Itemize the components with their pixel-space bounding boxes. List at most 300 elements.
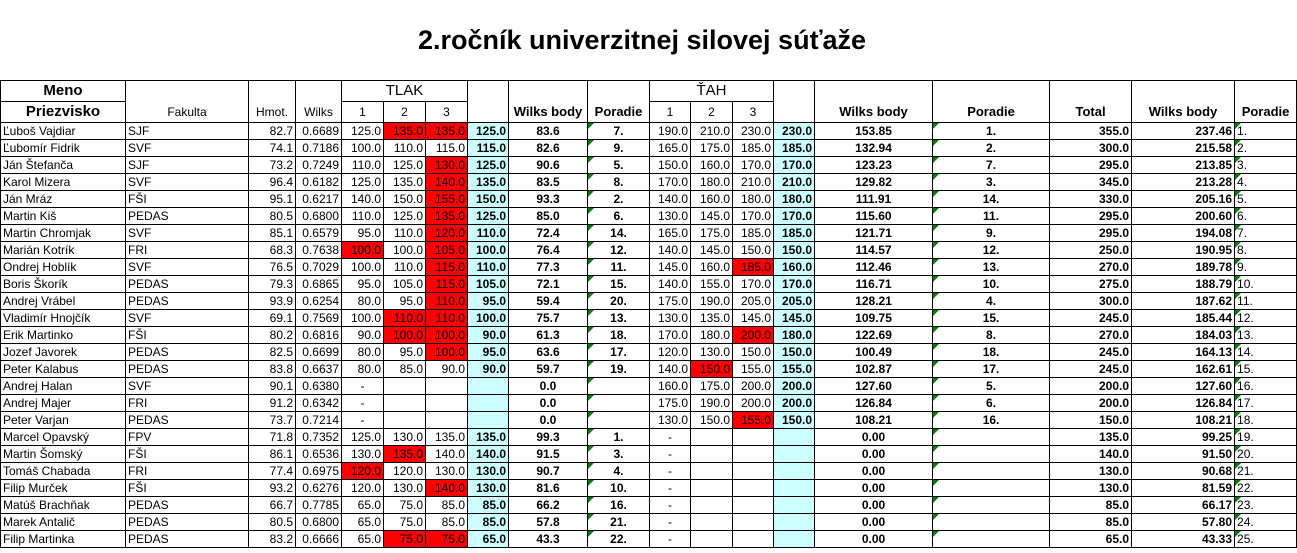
cell-tlak-attempt-1: 80.0 [342,344,384,361]
cell-tlak-attempt-2: 95.0 [384,344,426,361]
cell-tlak-poradie: 5. [588,157,650,174]
header-tah-wilks-body: Wilks body [815,102,933,123]
header-tlak: TLAK [342,81,468,102]
table-row [1,446,1297,463]
cell-tlak-attempt-1: 65.0 [342,531,384,548]
cell-tlak-attempt-2: 75.0 [384,514,426,531]
cell-total: 270.0 [1050,259,1132,276]
cell-faculty: PEDAS [126,293,249,310]
cell-tlak-poradie: 8. [588,174,650,191]
cell-tlak-attempt-1: 125.0 [342,174,384,191]
cell-wilks-coef: 0.6536 [296,446,342,463]
cell-body-weight: 77.4 [249,463,296,480]
cell-faculty: FPV [126,429,249,446]
cell-tah-poradie: 10. [933,276,1050,293]
cell-tlak-poradie [588,378,650,395]
cell-total-poradie: 15. [1235,361,1297,378]
cell-total-wilks-body: 127.60 [1132,378,1235,395]
cell-tah-attempt-3: 185.0 [733,259,774,276]
cell-tah-attempt-3: 230.0 [733,123,774,140]
cell-total: 130.0 [1050,480,1132,497]
cell-total-wilks-body: 184.03 [1132,327,1235,344]
cell-tlak-attempt-1: 120.0 [342,480,384,497]
cell-tlak-attempt-3: 130.0 [426,157,468,174]
cell-tah-attempt-2: 160.0 [691,157,733,174]
cell-tlak-best: 100.0 [468,242,509,259]
cell-body-weight: 95.1 [249,191,296,208]
cell-tah-attempt-1: - [650,531,691,548]
cell-tlak-poradie: 12. [588,242,650,259]
cell-total: 295.0 [1050,157,1132,174]
cell-tlak-attempt-2: 95.0 [384,293,426,310]
cell-tlak-poradie: 2. [588,191,650,208]
cell-tlak-attempt-3: 110.0 [426,293,468,310]
cell-tlak-wilks-body: 59.4 [509,293,588,310]
cell-name: Martin Chromjak [1,225,126,242]
cell-tah-best [774,531,815,548]
header-tlak-3: 3 [426,102,468,123]
cell-total-poradie: 14. [1235,344,1297,361]
cell-tah-best: 230.0 [774,123,815,140]
cell-tah-best [774,497,815,514]
cell-tlak-attempt-2: 110.0 [384,259,426,276]
cell-name: Ľuboš Vajdiar [1,123,126,140]
cell-tah-wilks-body: 100.49 [815,344,933,361]
cell-total-wilks-body: 190.95 [1132,242,1235,259]
cell-body-weight: 79.3 [249,276,296,293]
cell-tlak-poradie: 3. [588,446,650,463]
cell-tlak-attempt-3: 135.0 [426,208,468,225]
table-row [1,242,1297,259]
cell-total: 130.0 [1050,463,1132,480]
cell-faculty: SJF [126,123,249,140]
cell-total-poradie: 23. [1235,497,1297,514]
header-tah-3: 3 [733,102,774,123]
cell-tah-attempt-2: 155.0 [691,276,733,293]
cell-total-wilks-body: 57.80 [1132,514,1235,531]
cell-tah-attempt-3 [733,514,774,531]
cell-tlak-poradie: 13. [588,310,650,327]
cell-tlak-attempt-1: 100.0 [342,310,384,327]
table-row [1,361,1297,378]
header-total: Total [1050,102,1132,123]
cell-tah-poradie [933,514,1050,531]
cell-tlak-poradie: 9. [588,140,650,157]
cell-body-weight: 76.5 [249,259,296,276]
cell-tah-poradie: 14. [933,191,1050,208]
header-tlak-wilks-body: Wilks body [509,102,588,123]
cell-tah-attempt-3: 200.0 [733,395,774,412]
cell-name: Peter Kalabus [1,361,126,378]
cell-tlak-attempt-3: 100.0 [426,344,468,361]
cell-tah-attempt-2: 150.0 [691,412,733,429]
cell-tlak-poradie: 1. [588,429,650,446]
cell-tah-wilks-body: 0.00 [815,480,933,497]
cell-name: Filip Martinka [1,531,126,548]
cell-tlak-poradie: 10. [588,480,650,497]
cell-total-poradie: 8. [1235,242,1297,259]
cell-tlak-attempt-2: 100.0 [384,242,426,259]
cell-total-wilks-body: 162.61 [1132,361,1235,378]
cell-tlak-attempt-2: 75.0 [384,497,426,514]
cell-tlak-attempt-1: - [342,378,384,395]
cell-tah-attempt-2: 130.0 [691,344,733,361]
cell-tah-attempt-1: 160.0 [650,378,691,395]
cell-name: Vladimír Hnojčík [1,310,126,327]
cell-tah-attempt-3: 155.0 [733,412,774,429]
header-meno: Meno [1,81,126,102]
cell-wilks-coef: 0.6816 [296,327,342,344]
cell-body-weight: 73.7 [249,412,296,429]
cell-tah-wilks-body: 128.21 [815,293,933,310]
table-row [1,310,1297,327]
cell-tlak-wilks-body: 91.5 [509,446,588,463]
cell-wilks-coef: 0.7186 [296,140,342,157]
cell-tlak-best: 110.0 [468,259,509,276]
cell-faculty: SVF [126,259,249,276]
header-tah-1: 1 [650,102,691,123]
cell-total: 345.0 [1050,174,1132,191]
cell-tah-attempt-2: 175.0 [691,378,733,395]
cell-total: 140.0 [1050,446,1132,463]
cell-tah-attempt-1: - [650,480,691,497]
cell-tlak-best: 150.0 [468,191,509,208]
header-wilks: Wilks [296,102,342,123]
cell-tah-attempt-1: 170.0 [650,174,691,191]
cell-tah-attempt-1: 165.0 [650,140,691,157]
cell-total-wilks-body: 66.17 [1132,497,1235,514]
cell-total-poradie: 9. [1235,259,1297,276]
cell-total: 295.0 [1050,225,1132,242]
cell-tlak-wilks-body: 61.3 [509,327,588,344]
cell-tah-attempt-2: 160.0 [691,259,733,276]
cell-body-weight: 82.5 [249,344,296,361]
table-row [1,123,1297,140]
cell-total-poradie: 24. [1235,514,1297,531]
cell-faculty: SVF [126,225,249,242]
cell-tlak-attempt-2: 105.0 [384,276,426,293]
cell-tah-attempt-2: 160.0 [691,191,733,208]
cell-faculty: PEDAS [126,497,249,514]
cell-total-poradie: 3. [1235,157,1297,174]
cell-total: 85.0 [1050,497,1132,514]
cell-faculty: SVF [126,174,249,191]
cell-wilks-coef: 0.6800 [296,514,342,531]
cell-total: 270.0 [1050,327,1132,344]
cell-name: Martin Šomský [1,446,126,463]
cell-tah-attempt-2 [691,429,733,446]
cell-tah-attempt-2: 180.0 [691,174,733,191]
cell-tlak-attempt-3: 155.0 [426,191,468,208]
cell-total-poradie: 22. [1235,480,1297,497]
cell-tah-attempt-2: 180.0 [691,327,733,344]
cell-faculty: SVF [126,378,249,395]
header-row-2 [1,102,1297,123]
cell-tah-best: 150.0 [774,344,815,361]
cell-name: Matúš Brachňak [1,497,126,514]
cell-body-weight: 83.2 [249,531,296,548]
cell-tah-attempt-3: 180.0 [733,191,774,208]
cell-tlak-attempt-2: 150.0 [384,191,426,208]
cell-total: 150.0 [1050,412,1132,429]
cell-wilks-coef: 0.7249 [296,157,342,174]
cell-tah-attempt-1: - [650,429,691,446]
cell-tlak-attempt-3: 140.0 [426,174,468,191]
cell-tlak-wilks-body: 76.4 [509,242,588,259]
cell-tah-poradie: 16. [933,412,1050,429]
cell-total-poradie: 10. [1235,276,1297,293]
cell-tlak-best: 140.0 [468,446,509,463]
cell-faculty: PEDAS [126,344,249,361]
cell-tlak-attempt-1: 100.0 [342,140,384,157]
cell-total-wilks-body: 189.78 [1132,259,1235,276]
cell-faculty: FRI [126,242,249,259]
cell-total: 200.0 [1050,395,1132,412]
cell-name: Ondrej Hoblík [1,259,126,276]
cell-faculty: PEDAS [126,531,249,548]
cell-tlak-attempt-2 [384,378,426,395]
cell-tlak-poradie: 6. [588,208,650,225]
cell-total-wilks-body: 188.79 [1132,276,1235,293]
cell-tlak-attempt-3: 85.0 [426,514,468,531]
table-row [1,191,1297,208]
cell-tlak-wilks-body: 72.4 [509,225,588,242]
cell-tlak-attempt-3: 100.0 [426,327,468,344]
cell-faculty: SJF [126,157,249,174]
cell-name: Ján Štefanča [1,157,126,174]
cell-tah-attempt-1: 140.0 [650,242,691,259]
cell-body-weight: 82.7 [249,123,296,140]
cell-tah-attempt-1: - [650,514,691,531]
cell-body-weight: 71.8 [249,429,296,446]
cell-total-poradie: 18. [1235,412,1297,429]
table-row [1,293,1297,310]
cell-tah-attempt-3: 170.0 [733,276,774,293]
cell-name: Ľubomír Fidrik [1,140,126,157]
cell-wilks-coef: 0.6975 [296,463,342,480]
cell-body-weight: 93.2 [249,480,296,497]
cell-tlak-attempt-1: 125.0 [342,123,384,140]
cell-tah-wilks-body: 109.75 [815,310,933,327]
cell-wilks-coef: 0.6800 [296,208,342,225]
cell-tlak-wilks-body: 66.2 [509,497,588,514]
cell-tlak-wilks-body: 93.3 [509,191,588,208]
cell-tlak-attempt-1: 80.0 [342,293,384,310]
cell-tah-attempt-1: 130.0 [650,208,691,225]
cell-tlak-attempt-3: 85.0 [426,497,468,514]
cell-wilks-coef: 0.6699 [296,344,342,361]
cell-tlak-attempt-1: 120.0 [342,463,384,480]
cell-tah-best [774,429,815,446]
cell-total: 295.0 [1050,208,1132,225]
cell-tah-attempt-3: 150.0 [733,344,774,361]
cell-tah-best: 180.0 [774,191,815,208]
cell-total-wilks-body: 164.13 [1132,344,1235,361]
header-tah-2: 2 [691,102,733,123]
cell-tlak-attempt-1: 100.0 [342,242,384,259]
cell-body-weight: 93.9 [249,293,296,310]
cell-tah-attempt-2 [691,480,733,497]
cell-tlak-best: 95.0 [468,344,509,361]
cell-tah-wilks-body: 126.84 [815,395,933,412]
cell-tlak-attempt-3 [426,378,468,395]
cell-tlak-wilks-body: 83.5 [509,174,588,191]
cell-tlak-wilks-body: 90.6 [509,157,588,174]
cell-tah-best [774,514,815,531]
cell-body-weight: 85.1 [249,225,296,242]
cell-tah-wilks-body: 115.60 [815,208,933,225]
cell-tlak-attempt-1: 110.0 [342,208,384,225]
table-row [1,429,1297,446]
cell-name: Marián Kotrík [1,242,126,259]
cell-tah-wilks-body: 0.00 [815,429,933,446]
cell-tlak-attempt-2: 110.0 [384,310,426,327]
cell-tlak-poradie: 21. [588,514,650,531]
cell-name: Erik Martinko [1,327,126,344]
cell-tlak-attempt-3: 140.0 [426,480,468,497]
cell-tah-poradie: 9. [933,225,1050,242]
cell-tlak-attempt-3: 75.0 [426,531,468,548]
cell-tlak-best: 130.0 [468,463,509,480]
cell-tah-poradie [933,463,1050,480]
cell-tah-poradie [933,480,1050,497]
cell-total-poradie: 12. [1235,310,1297,327]
cell-wilks-coef: 0.6342 [296,395,342,412]
cell-wilks-coef: 0.7214 [296,412,342,429]
cell-wilks-coef: 0.7785 [296,497,342,514]
cell-name: Andrej Majer [1,395,126,412]
cell-tlak-poradie: 14. [588,225,650,242]
cell-tah-attempt-3 [733,463,774,480]
cell-tlak-best: 125.0 [468,123,509,140]
table-row [1,259,1297,276]
cell-tah-poradie: 8. [933,327,1050,344]
cell-tah-attempt-1: 130.0 [650,310,691,327]
cell-tah-poradie: 15. [933,310,1050,327]
header-tah: ŤAH [650,81,774,102]
cell-total-poradie: 25. [1235,531,1297,548]
cell-tah-wilks-body: 0.00 [815,514,933,531]
cell-total: 330.0 [1050,191,1132,208]
cell-tlak-poradie [588,412,650,429]
cell-name: Marek Antalič [1,514,126,531]
cell-tlak-best: 125.0 [468,157,509,174]
cell-tah-best: 170.0 [774,276,815,293]
cell-tah-attempt-2 [691,446,733,463]
cell-tlak-attempt-3: 115.0 [426,140,468,157]
cell-tah-attempt-2 [691,514,733,531]
cell-name: Ján Mráz [1,191,126,208]
cell-tah-attempt-2: 150.0 [691,361,733,378]
cell-tlak-attempt-2: 100.0 [384,327,426,344]
cell-tah-best: 150.0 [774,412,815,429]
cell-tlak-best [468,412,509,429]
cell-tlak-poradie: 4. [588,463,650,480]
cell-body-weight: 96.4 [249,174,296,191]
table-row [1,395,1297,412]
cell-tah-attempt-2: 175.0 [691,140,733,157]
cell-tah-best: 210.0 [774,174,815,191]
cell-faculty: FŠI [126,446,249,463]
cell-tlak-wilks-body: 75.7 [509,310,588,327]
cell-name: Martin Kiš [1,208,126,225]
cell-tah-wilks-body: 127.60 [815,378,933,395]
cell-tah-attempt-2 [691,497,733,514]
cell-total-wilks-body: 200.60 [1132,208,1235,225]
cell-total-wilks-body: 187.62 [1132,293,1235,310]
cell-tah-attempt-3: 210.0 [733,174,774,191]
header-tlak-2: 2 [384,102,426,123]
cell-tlak-attempt-3: 120.0 [426,225,468,242]
cell-total-poradie: 20. [1235,446,1297,463]
table-row [1,344,1297,361]
cell-tah-wilks-body: 114.57 [815,242,933,259]
cell-tah-wilks-body: 0.00 [815,446,933,463]
cell-tah-poradie: 6. [933,395,1050,412]
cell-body-weight: 68.3 [249,242,296,259]
cell-total-poradie: 11. [1235,293,1297,310]
cell-tlak-wilks-body: 72.1 [509,276,588,293]
cell-tlak-poradie: 16. [588,497,650,514]
cell-tah-wilks-body: 129.82 [815,174,933,191]
cell-tlak-wilks-body: 77.3 [509,259,588,276]
header-row-1 [1,81,1297,102]
cell-tlak-best: 135.0 [468,174,509,191]
cell-tah-attempt-1: 170.0 [650,327,691,344]
cell-total-wilks-body: 213.85 [1132,157,1235,174]
table-row [1,174,1297,191]
cell-tah-attempt-1: 120.0 [650,344,691,361]
header-tlak-poradie: Poradie [588,102,650,123]
cell-tah-attempt-3 [733,531,774,548]
cell-tah-best: 185.0 [774,140,815,157]
results-table [0,80,1297,548]
cell-faculty: FRI [126,463,249,480]
cell-total-poradie: 16. [1235,378,1297,395]
cell-tlak-best: 85.0 [468,514,509,531]
cell-wilks-coef: 0.6254 [296,293,342,310]
table-row [1,514,1297,531]
cell-faculty: PEDAS [126,276,249,293]
cell-faculty: FŠI [126,327,249,344]
cell-tah-poradie [933,531,1050,548]
cell-tlak-attempt-2: 130.0 [384,480,426,497]
cell-tlak-attempt-1: 90.0 [342,327,384,344]
cell-total-poradie: 1. [1235,123,1297,140]
cell-tah-poradie: 5. [933,378,1050,395]
cell-tah-attempt-1: - [650,446,691,463]
cell-tlak-wilks-body: 0.0 [509,395,588,412]
cell-wilks-coef: 0.6689 [296,123,342,140]
cell-tah-poradie: 1. [933,123,1050,140]
cell-tlak-poradie: 19. [588,361,650,378]
cell-total: 250.0 [1050,242,1132,259]
table-row [1,208,1297,225]
header-fakulta: Fakulta [126,102,249,123]
cell-body-weight: 80.2 [249,327,296,344]
cell-body-weight: 73.2 [249,157,296,174]
cell-tah-attempt-3: 185.0 [733,140,774,157]
cell-total: 245.0 [1050,310,1132,327]
table-row [1,412,1297,429]
cell-tah-poradie: 18. [933,344,1050,361]
cell-tah-attempt-3: 170.0 [733,157,774,174]
cell-tlak-wilks-body: 57.8 [509,514,588,531]
table-row [1,531,1297,548]
table-row [1,463,1297,480]
cell-tah-best: 200.0 [774,378,815,395]
cell-total-poradie: 19. [1235,429,1297,446]
